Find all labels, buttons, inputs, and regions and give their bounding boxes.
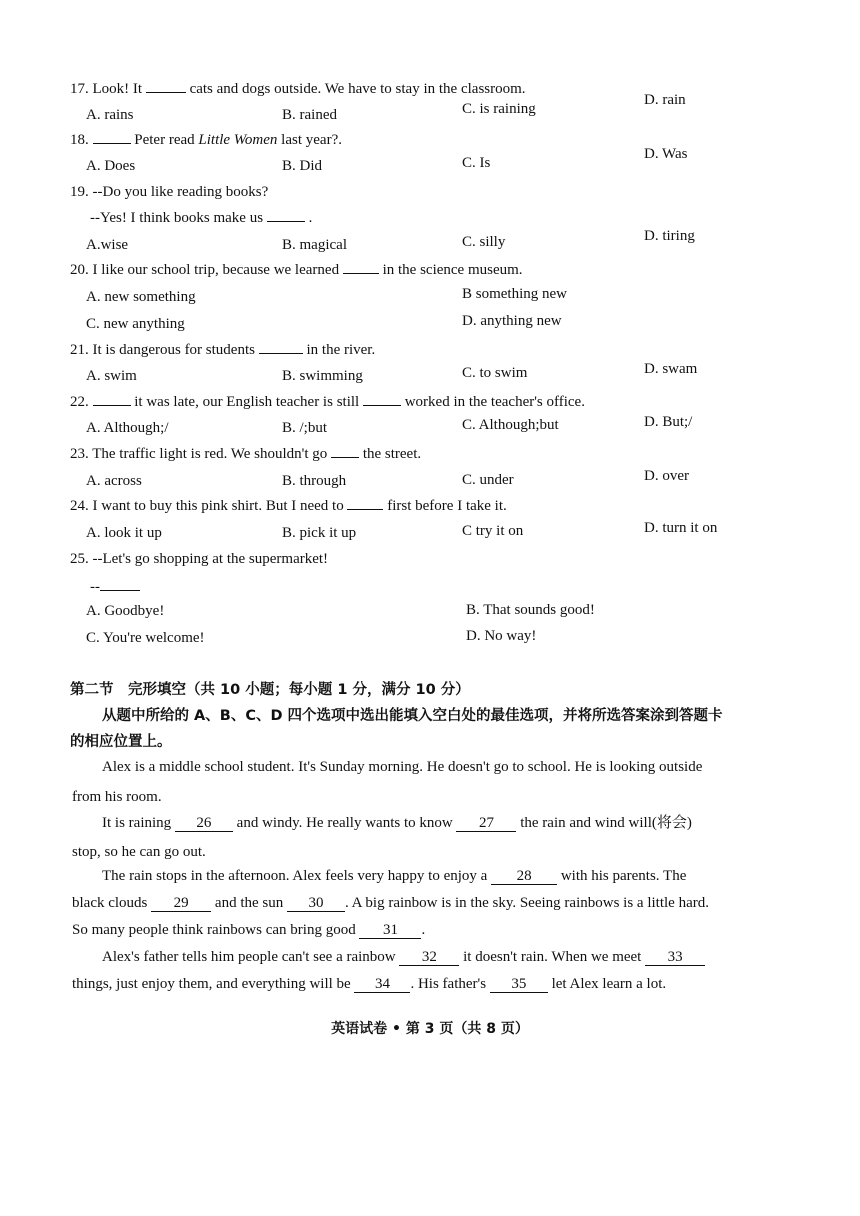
option-b: B. /;but	[282, 420, 328, 436]
option-c: C. You're welcome!	[86, 630, 205, 646]
question-17	[70, 82, 526, 97]
option-a: A. Although;/	[86, 420, 169, 436]
option-c: C. Is	[462, 155, 491, 171]
question-text: --	[90, 579, 100, 595]
option-c: C. to swim	[462, 365, 528, 381]
question-number: 20.	[70, 262, 89, 278]
passage-line: The rain stops in the afternoon. Alex feels very happy to enjoy a 28 with his parents. The	[102, 868, 687, 884]
question-text: I want to buy this pink shirt. But I need to	[92, 498, 344, 514]
passage-line: things, just enjoy them, and everything will be 34 . His father's 35 let Alex learn a lot.	[72, 976, 667, 992]
blank-31: 31	[359, 923, 421, 939]
option-b: B. Did	[282, 158, 323, 174]
question-25	[70, 552, 328, 567]
question-text: It is dangerous for students	[92, 342, 255, 358]
option-c: C. new anything	[86, 316, 185, 332]
answer-blank	[331, 457, 359, 458]
question-22	[70, 395, 585, 410]
question-text: --Yes! I think books make us	[90, 210, 264, 226]
blank-34: 34	[354, 977, 410, 993]
question-number: 19.	[70, 184, 89, 200]
option-d: D. rain	[644, 92, 686, 108]
option-a: A. look it up	[86, 525, 162, 541]
option-a: A. rains	[86, 107, 134, 123]
blank-35: 35	[490, 977, 548, 993]
option-b: B. pick it up	[282, 525, 357, 541]
section-heading: 第二节 完形填空（共 10 小题；每小题 1 分，满分 10 分）	[70, 682, 470, 698]
option-c: C. under	[462, 472, 514, 488]
option-b: B. through	[282, 473, 347, 489]
option-b: B. magical	[282, 237, 347, 253]
option-d: D. tiring	[644, 228, 695, 244]
option-a: A. swim	[86, 368, 137, 384]
option-c: C try it on	[462, 523, 524, 539]
blank-28: 28	[491, 869, 557, 885]
option-b: B. rained	[282, 107, 337, 123]
blank-27: 27	[456, 816, 516, 832]
option-c: C. silly	[462, 234, 506, 250]
answer-blank	[363, 405, 401, 406]
option-d: D. No way!	[466, 628, 537, 644]
answer-blank	[267, 221, 305, 222]
question-number: 23.	[70, 446, 89, 462]
question-text: first before I take it.	[387, 498, 507, 514]
passage-line: So many people think rainbows can bring good 31 .	[72, 922, 426, 938]
question-text: it was late, our English teacher is still	[134, 394, 360, 410]
question-text: I like our school trip, because we learned	[92, 262, 340, 278]
question-text: Look! It	[92, 81, 143, 97]
option-c: C. Although;but	[462, 417, 559, 433]
answer-blank	[343, 273, 379, 274]
book-title: Little Women	[198, 132, 278, 148]
option-a: A. new something	[86, 289, 196, 305]
question-24	[70, 499, 507, 514]
option-d: D. turn it on	[644, 520, 718, 536]
question-19	[70, 185, 268, 200]
option-b: B. swimming	[282, 368, 363, 384]
question-20	[70, 263, 523, 278]
blank-29: 29	[151, 896, 211, 912]
answer-blank	[259, 353, 303, 354]
option-a: A. across	[86, 473, 142, 489]
question-text: in the river.	[306, 342, 376, 358]
question-text: worked in the teacher's office.	[404, 394, 585, 410]
question-21	[70, 343, 375, 358]
passage-line: black clouds 29 and the sun 30 . A big rainbow is in the sky. Seeing rainbows is a little hard.	[72, 895, 709, 911]
page-footer: 英语试卷 • 第 3 页（共 8 页）	[331, 1021, 529, 1037]
option-a: A. Goodbye!	[86, 603, 165, 619]
option-b: B something new	[462, 286, 567, 302]
question-text: The traffic light is red. We shouldn't go	[92, 446, 328, 462]
question-18	[70, 133, 342, 148]
question-19-line2: --Yes! I think books make us .	[90, 210, 313, 226]
option-d: D. But;/	[644, 414, 693, 430]
blank-32: 32	[399, 950, 459, 966]
section-instruction: 从题中所给的 A、B、C、D 四个选项中选出能填入空白处的最佳选项，并将所选答案涂到答题卡	[102, 708, 723, 724]
question-number: 17.	[70, 81, 89, 97]
answer-blank	[93, 143, 131, 144]
question-number: 25.	[70, 551, 89, 567]
passage-line: stop, so he can go out.	[72, 844, 206, 860]
answer-blank	[100, 590, 140, 591]
passage-line: It is raining 26 and windy. He really wants to know 27 the rain and wind will(将会)	[102, 815, 692, 831]
question-23	[70, 447, 421, 462]
question-text: last year?.	[281, 132, 342, 148]
blank-30: 30	[287, 896, 345, 912]
option-b: B. That sounds good!	[466, 602, 595, 618]
section-instruction: 的相应位置上。	[70, 734, 172, 750]
answer-blank	[146, 92, 186, 93]
question-number: 24.	[70, 498, 89, 514]
question-number: 18.	[70, 132, 89, 148]
question-number: 21.	[70, 342, 89, 358]
passage-line: from his room.	[72, 789, 162, 805]
question-text: cats and dogs outside. We have to stay in the classroom.	[189, 81, 526, 97]
option-c: C. is raining	[462, 101, 536, 117]
option-d: D. Was	[644, 146, 688, 162]
question-text: --Do you like reading books?	[92, 184, 269, 200]
question-number: 22.	[70, 394, 89, 410]
passage-line: Alex is a middle school student. It's Sunday morning. He doesn't go to school. He is looking outside	[102, 759, 703, 775]
option-d: D. anything new	[462, 313, 562, 329]
passage-line: Alex's father tells him people can't see a rainbow 32 it doesn't rain. When we meet 33	[102, 950, 705, 966]
question-text: in the science museum.	[382, 262, 523, 278]
answer-blank	[93, 405, 131, 406]
question-text: Peter read	[134, 132, 195, 148]
question-25-line2	[90, 580, 140, 595]
question-text: --Let's go shopping at the supermarket!	[92, 551, 329, 567]
answer-blank	[347, 509, 383, 510]
question-text: the street.	[362, 446, 422, 462]
option-d: D. over	[644, 468, 689, 484]
option-d: D. swam	[644, 361, 698, 377]
option-a: A.wise	[86, 237, 129, 253]
option-a: A. Does	[86, 158, 136, 174]
blank-33: 33	[645, 950, 705, 966]
blank-26: 26	[175, 816, 233, 832]
